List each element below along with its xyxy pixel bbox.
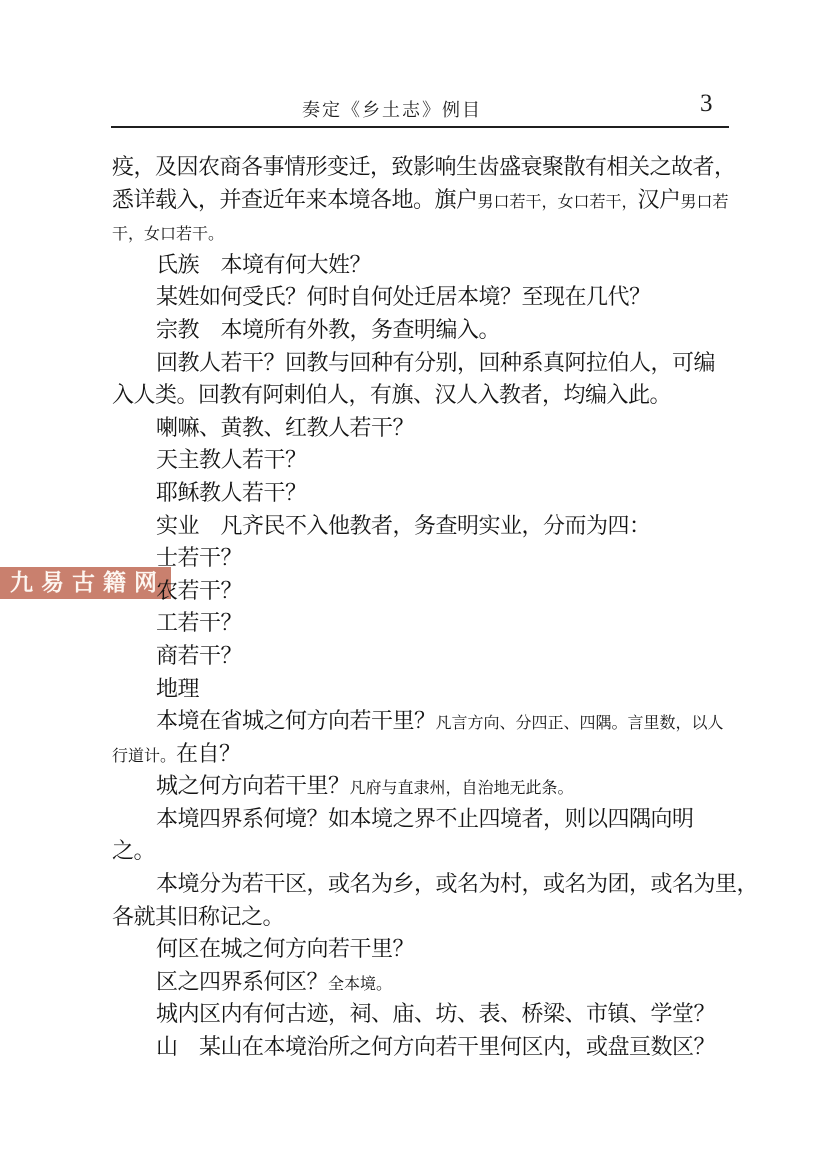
text-segment: 城之何方向若干里？ bbox=[156, 773, 350, 799]
text-line bbox=[112, 966, 734, 999]
text-line bbox=[112, 803, 734, 836]
text-segment: 氏族 本境有何大姓？ bbox=[156, 251, 372, 277]
text-segment: 入人类。回教有阿剌伯人，有旗、汉人入教者，均编入此。 bbox=[112, 382, 672, 408]
text-line bbox=[112, 249, 734, 282]
text-segment: 凡言方向、分四正、四隅。言里数，以人 bbox=[435, 715, 724, 733]
text-segment: 商若干？ bbox=[156, 642, 243, 668]
text-segment: 本境在省城之何方向若干里？ bbox=[156, 708, 436, 734]
text-segment: 喇嘛、黄教、红教人若干？ bbox=[156, 414, 415, 440]
text-line bbox=[112, 314, 734, 347]
text-line bbox=[112, 542, 734, 575]
text-segment: 男口若干，女口若干， bbox=[477, 193, 638, 211]
text-segment: 城内区内有何古迹，祠、庙、坊、表、桥梁、市镇、学堂？ bbox=[156, 1001, 716, 1027]
page-body bbox=[112, 151, 759, 1064]
text-segment: 宗教 本境所有外教，务查明编入。 bbox=[156, 316, 501, 342]
text-line bbox=[112, 444, 734, 477]
text-segment: 在自？ bbox=[176, 740, 241, 766]
text-line bbox=[112, 673, 734, 706]
header-divider bbox=[111, 126, 729, 128]
text-segment: 全本境。 bbox=[328, 975, 393, 993]
text-segment: 区之四界系何区？ bbox=[156, 968, 329, 994]
text-segment: 山 某山在本境治所之何方向若干里何区内，或盘亘数区？ bbox=[156, 1034, 716, 1060]
text-line bbox=[112, 151, 734, 184]
text-segment: 回教人若干？回教与回种有分别，回种系真阿拉伯人，可编 bbox=[156, 349, 716, 375]
text-line bbox=[112, 379, 734, 412]
text-segment: 悉详载入，并查近年来本境各地。旗户 bbox=[112, 186, 478, 212]
text-segment: 各就其旧称记之。 bbox=[112, 903, 285, 929]
text-segment: 凡府与直隶州，自治地无此条。 bbox=[349, 780, 574, 798]
text-segment: 行道计。 bbox=[112, 747, 177, 765]
text-segment: 何区在城之何方向若干里？ bbox=[156, 936, 415, 962]
page-number: 3 bbox=[700, 90, 713, 117]
text-segment: 干，女口若干。 bbox=[112, 226, 225, 244]
text-line bbox=[112, 998, 734, 1031]
text-segment: 天主教人若干？ bbox=[156, 447, 307, 473]
text-segment: 实业 凡齐民不入他教者，务查明实业，分而为四： bbox=[156, 512, 651, 538]
text-line bbox=[112, 184, 734, 217]
text-segment: 疫，及因农商各事情形变迁，致影响生齿盛衰聚散有相关之故者， bbox=[112, 154, 736, 179]
text-segment: 农若干？ bbox=[156, 577, 243, 603]
text-segment: 男口若 bbox=[680, 193, 729, 211]
text-line bbox=[112, 412, 734, 445]
watermark-banner: 九易古籍网 bbox=[0, 567, 171, 599]
page-header-title: 奏定《乡土志》例目 bbox=[302, 100, 482, 120]
text-segment: 工若干？ bbox=[156, 610, 243, 636]
text-segment: 地理 bbox=[156, 675, 200, 701]
text-line bbox=[112, 705, 734, 738]
text-line bbox=[112, 770, 734, 803]
text-line bbox=[112, 640, 734, 673]
text-segment: 之。 bbox=[112, 838, 156, 864]
text-line bbox=[112, 607, 734, 640]
text-segment: 本境分为若干区，或名为乡，或名为村，或名为团，或名为里， bbox=[156, 871, 759, 897]
text-line bbox=[112, 901, 734, 934]
text-segment: 耶稣教人若干？ bbox=[156, 479, 307, 505]
text-line bbox=[112, 216, 734, 249]
text-line bbox=[112, 933, 734, 966]
text-segment: 士若干？ bbox=[156, 545, 243, 571]
text-line bbox=[112, 575, 734, 608]
text-line bbox=[112, 347, 734, 380]
text-line bbox=[112, 835, 734, 868]
text-line bbox=[112, 281, 734, 314]
text-segment: 某姓如何受氏？何时自何处迁居本境？至现在几代？ bbox=[156, 284, 651, 310]
text-line bbox=[112, 510, 734, 543]
text-segment: 汉户 bbox=[637, 186, 681, 212]
text-line bbox=[112, 868, 759, 901]
text-line bbox=[112, 738, 734, 771]
text-line bbox=[112, 477, 734, 510]
text-line bbox=[112, 1031, 734, 1064]
text-segment: 本境四界系何境？如本境之界不止四境者，则以四隅向明 bbox=[156, 805, 694, 831]
